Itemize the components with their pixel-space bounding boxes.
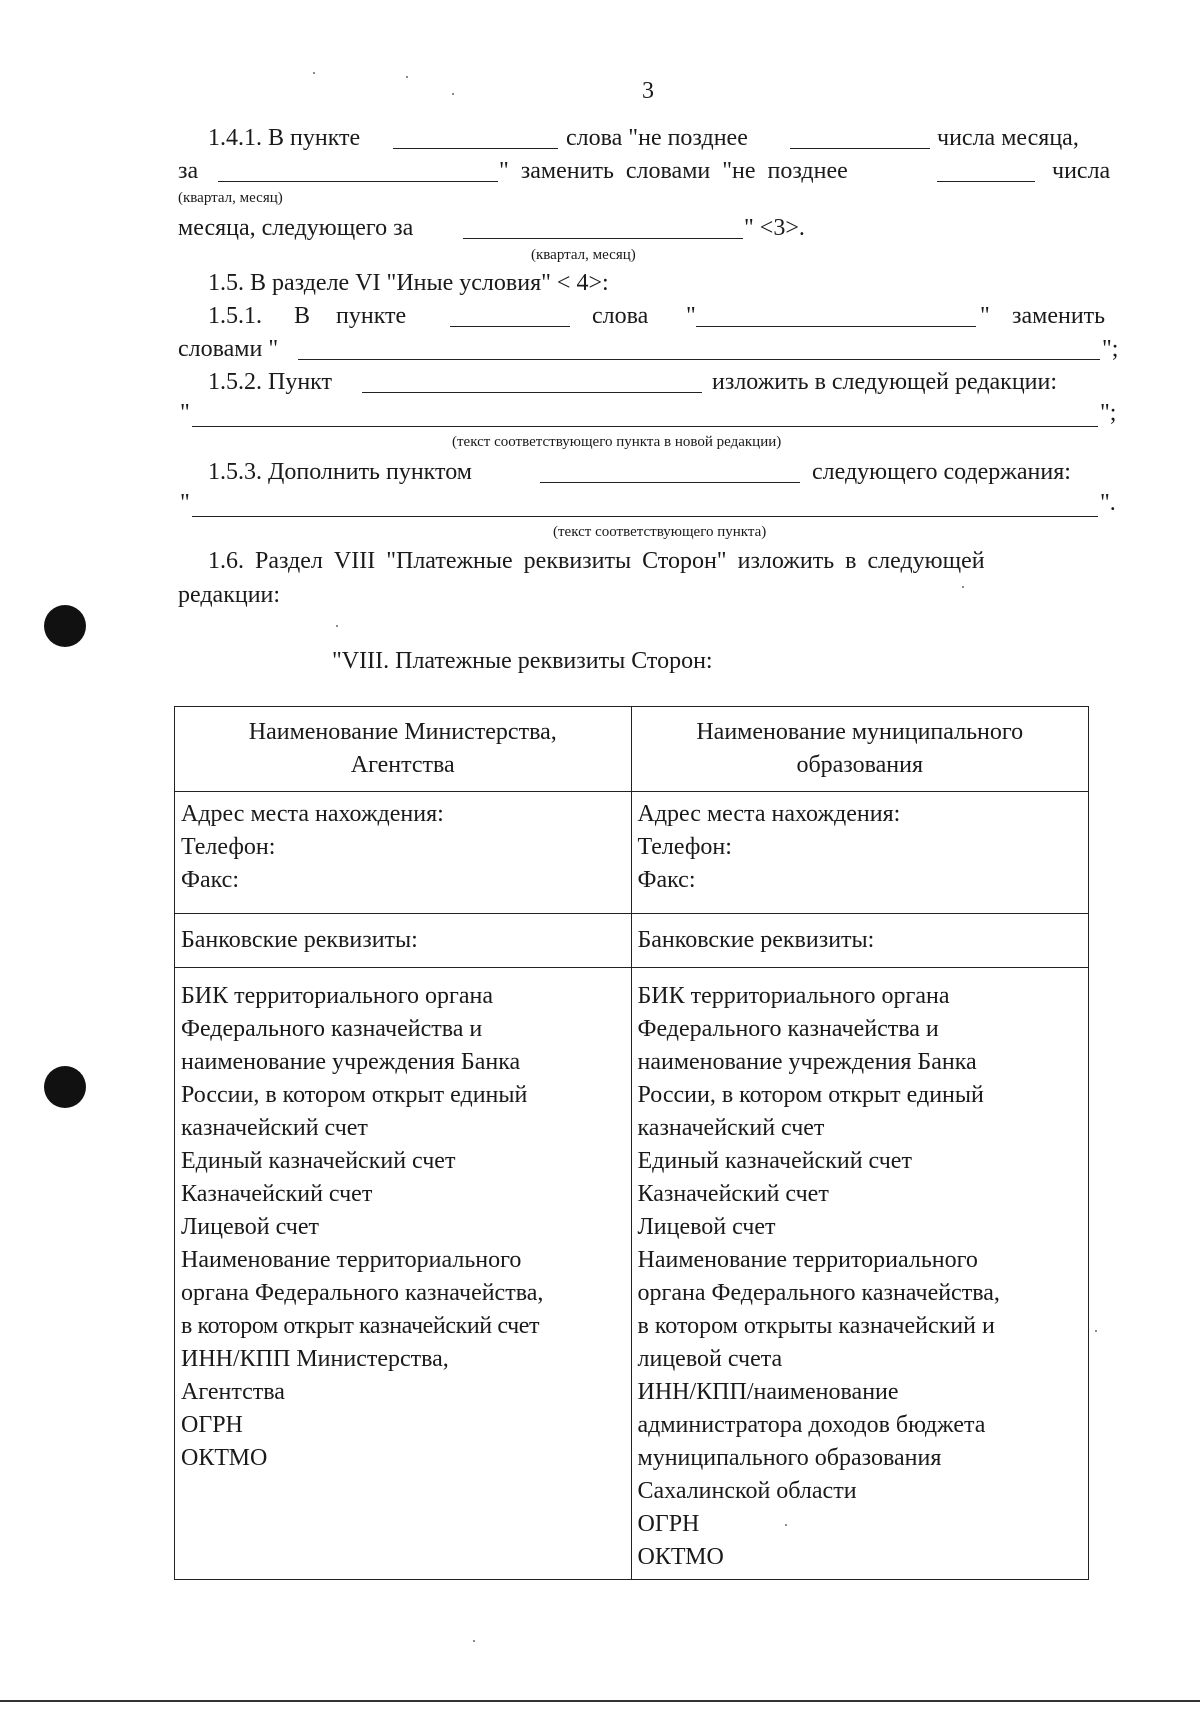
p141-blank-3 — [218, 181, 498, 182]
p151-text-c: пункте — [336, 303, 407, 329]
left-details-line: казначейский счет — [181, 1115, 368, 1141]
page-number: 3 — [642, 78, 654, 104]
p151-text-h: словами " — [178, 336, 279, 362]
left-address-line: Телефон: — [181, 834, 276, 860]
p152-text-b: изложить в следующей редакции: — [712, 369, 1058, 395]
right-details-line: ИНН/КПП/наименование — [637, 1379, 899, 1405]
right-details-line: БИК территориального органа — [637, 983, 950, 1009]
left-details-line: Наименование территориального — [181, 1247, 522, 1273]
right-details-line: России, в котором открыт единый — [637, 1082, 984, 1108]
right-details-line: Лицевой счет — [637, 1214, 776, 1240]
right-details-cell — [631, 968, 1089, 1580]
right-address-line: Факс: — [637, 867, 696, 893]
right-details-line: казначейский счет — [637, 1115, 825, 1141]
table-header-row — [175, 707, 1089, 792]
table-bank-row — [175, 914, 1089, 968]
p141-hint-2: (квартал, месяц) — [531, 247, 636, 263]
p141-text-g: месяца, следующего за — [178, 215, 414, 241]
left-details-line: БИК территориального органа — [181, 983, 493, 1009]
p152-blank-1 — [362, 392, 702, 393]
right-details-line: наименование учреждения Банка — [637, 1049, 977, 1075]
p153-blank-2 — [192, 516, 1098, 517]
p151-text-e: " — [686, 303, 696, 329]
left-address-line: Адрес места нахождения: — [181, 801, 444, 827]
p152-text-a: 1.5.2. Пункт — [208, 369, 333, 395]
left-details-line: Федерального казначейства и — [181, 1016, 483, 1042]
right-address-line: Телефон: — [637, 834, 732, 860]
scan-speck — [313, 72, 315, 74]
scan-speck — [452, 93, 454, 95]
right-address-line: Адрес места нахождения: — [637, 801, 901, 827]
p141-text-h: " <3>. — [744, 215, 805, 241]
p141-text-a: 1.4.1. В пункте — [208, 125, 361, 151]
scan-bottom-edge — [0, 1700, 1200, 1702]
p151-blank-2 — [696, 326, 976, 327]
left-bank-cell — [175, 914, 632, 968]
left-details-line: наименование учреждения Банка — [181, 1049, 521, 1075]
scan-speck — [473, 1640, 475, 1642]
p15-heading: 1.5. В разделе VI "Иные условия" < 4>: — [208, 270, 609, 296]
left-details-line: Агентства — [181, 1379, 285, 1405]
left-header-line: Агентства — [350, 752, 455, 778]
right-address-cell — [631, 792, 1089, 914]
p141-blank-2 — [790, 148, 930, 149]
p151-text-g: заменить — [1012, 303, 1106, 329]
p16-line-1 — [208, 546, 1113, 576]
p141-blank-4 — [937, 181, 1035, 182]
p153-blank-1 — [540, 482, 800, 483]
p151-text-a: 1.5.1. — [208, 303, 262, 329]
p152-blank-2 — [192, 426, 1098, 427]
table-details-row — [175, 968, 1089, 1580]
p141-blank-1 — [393, 148, 558, 149]
scan-speck — [336, 625, 338, 627]
punch-hole-bottom — [44, 1066, 86, 1108]
right-bank-cell — [631, 914, 1089, 968]
punch-hole-top — [44, 605, 86, 647]
p141-text-b: слова "не позднее — [566, 125, 748, 151]
left-address-cell — [175, 792, 632, 914]
p141-blank-5 — [463, 238, 743, 239]
p16-line-2: редакции: — [178, 582, 281, 608]
right-header-cell — [631, 707, 1089, 792]
right-bank-label: Банковские реквизиты: — [637, 927, 875, 953]
p16-line-1-text: 1.6. Раздел VIII "Платежные реквизиты Сторон" изложить в следующей — [208, 548, 985, 574]
p151-blank-3 — [298, 359, 1100, 360]
right-header-line: Наименование муниципального — [696, 719, 1024, 745]
left-header-cell — [175, 707, 632, 792]
left-details-line: Единый казначейский счет — [181, 1148, 456, 1174]
right-details-line: Казначейский счет — [637, 1181, 829, 1207]
right-details-line: Сахалинской области — [637, 1478, 857, 1504]
left-details-line: ОКТМО — [181, 1445, 268, 1471]
section-title: "VIII. Платежные реквизиты Сторон: — [332, 648, 713, 674]
scan-speck — [962, 586, 964, 588]
p151-text-f: " — [980, 303, 990, 329]
left-details-cell — [175, 968, 632, 1580]
right-details-line: муниципального образования — [637, 1445, 942, 1471]
requisites-table — [174, 706, 1089, 1580]
right-header-line: образования — [796, 752, 924, 778]
left-address-line: Факс: — [181, 867, 239, 893]
p151-text-d: слова — [592, 303, 649, 329]
left-details-line: России, в котором открыт единый — [181, 1082, 528, 1108]
right-details-line: ОКТМО — [637, 1544, 724, 1570]
scan-speck — [1095, 1330, 1097, 1332]
right-details-line: Единый казначейский счет — [637, 1148, 912, 1174]
p152-hint: (текст соответствующего пункта в новой редакции) — [452, 434, 782, 450]
left-details-line: Казначейский счет — [181, 1181, 373, 1207]
right-details-line: органа Федерального казначейства, — [637, 1280, 1000, 1306]
p151-blank-1 — [450, 326, 570, 327]
p141-text-d: за — [178, 158, 199, 184]
right-details-line: в котором открыты казначейский и — [637, 1313, 995, 1339]
left-details-line: органа Федерального казначейства, — [181, 1280, 544, 1306]
left-header-line: Наименование Министерства, — [248, 719, 557, 745]
left-bank-label: Банковские реквизиты: — [181, 927, 418, 953]
p141-text-c: числа месяца, — [937, 125, 1079, 151]
p141-text-e: " заменить словами "не позднее — [499, 158, 848, 184]
right-details-line: Федерального казначейства и — [637, 1016, 939, 1042]
left-details-line: Лицевой счет — [181, 1214, 320, 1240]
p153-quote-open: " — [180, 490, 190, 516]
p153-hint: (текст соответствующего пункта) — [553, 524, 767, 540]
left-details-line: в котором открыт казначейский счет — [181, 1313, 540, 1339]
p141-hint-1: (квартал, месяц) — [178, 190, 283, 206]
table-address-row — [175, 792, 1089, 914]
p153-text-a: 1.5.3. Дополнить пунктом — [208, 459, 472, 485]
right-details-line: лицевой счета — [637, 1346, 783, 1372]
p151-text-b: В — [294, 303, 311, 329]
right-details-line: администратора доходов бюджета — [637, 1412, 986, 1438]
p151-text-i: "; — [1102, 336, 1119, 362]
p153-text-b: следующего содержания: — [812, 459, 1071, 485]
right-details-line: Наименование территориального — [637, 1247, 978, 1273]
p152-quote-close: "; — [1100, 400, 1117, 426]
left-details-line: ИНН/КПП Министерства, — [181, 1346, 449, 1372]
p153-quote-close: ". — [1100, 490, 1116, 516]
p141-text-f: числа — [1052, 158, 1111, 184]
scan-speck — [406, 76, 408, 78]
right-details-line: ОГРН — [637, 1511, 700, 1537]
left-details-line: ОГРН — [181, 1412, 243, 1438]
p152-quote-open: " — [180, 400, 190, 426]
